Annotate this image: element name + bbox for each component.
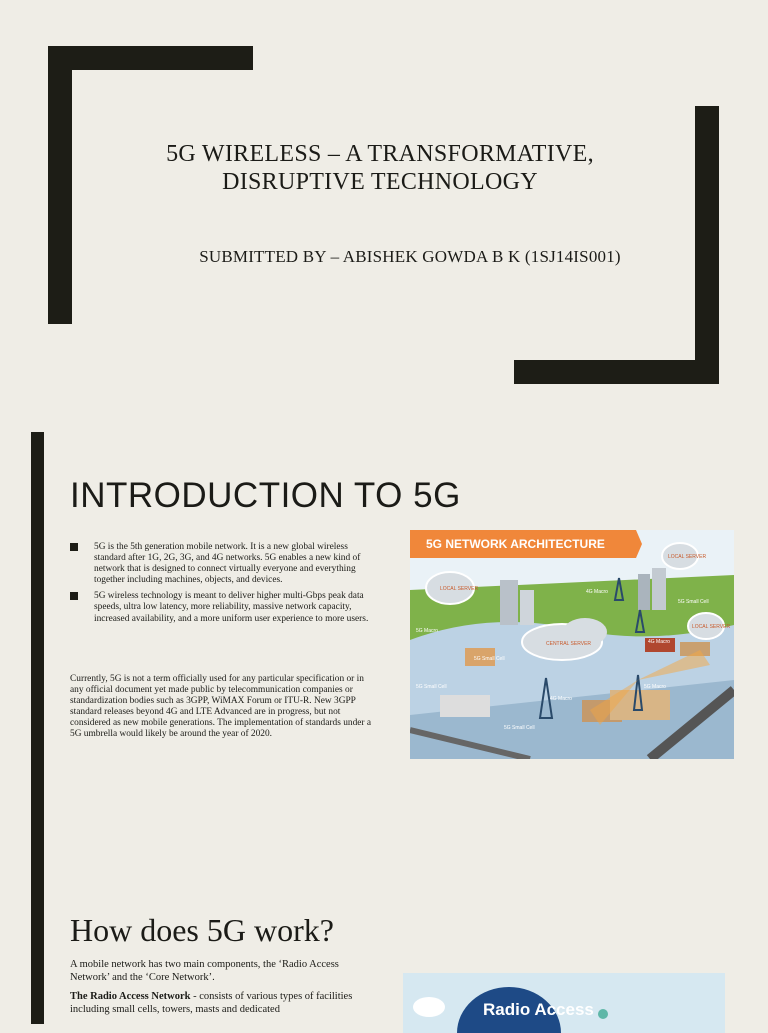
label-4g-macro-right: 4G Macro xyxy=(648,639,670,645)
bullet-item xyxy=(70,591,376,624)
bullet-list xyxy=(70,542,376,630)
bullet-text: 5G wireless technology is meant to deliver higher multi-Gbps peak data speeds, ultra low latency, more reliability, massive network capacity, increased availability, and a more uniform user experience to more users. xyxy=(94,591,369,624)
ran-description: - consists of various types of facilities including small cells, towers, masts and dedicated xyxy=(70,991,353,1015)
bullet-item xyxy=(70,542,376,586)
label-small-cell-mid: 5G Small Cell xyxy=(474,656,505,662)
frame-bar-top xyxy=(48,46,253,70)
frame-bar-bottom xyxy=(514,360,719,384)
title-line-2: DISRUPTIVE TECHNOLOGY xyxy=(222,169,538,195)
square-bullet-icon xyxy=(70,543,78,551)
diagram-title: 5G NETWORK ARCHITECTURE xyxy=(426,537,605,551)
ran-term: The Radio Access Network xyxy=(70,991,191,1002)
label-4g-macro-top: 4G Macro xyxy=(586,589,608,595)
label-local-server-right: LOCAL SERVER xyxy=(692,624,731,630)
intro-paragraph: Currently, 5G is not a term officially used for any particular specification or in any official document yet made public by telecommunication companies or standardization bodies such as 3GPP, WiMAX Forum or ITU-R. New 3GPP standard releases beyond 4G and LTE Advanced are in progress, but not considered as new mobile generations. The implementation of standards under a 5G umbrella would likely be around the year of 2020. xyxy=(70,674,372,740)
paragraph-ran xyxy=(70,990,376,1016)
network-architecture-diagram xyxy=(410,530,734,759)
submitted-by: SUBMITTED BY – ABISHEK GOWDA B K (1SJ14IS001) xyxy=(199,247,621,266)
node-icon xyxy=(598,1009,608,1019)
label-5g-macro-left: 5G Macro xyxy=(416,628,438,634)
how-it-works-text xyxy=(70,958,376,1016)
label-small-cell-left: 5G Small Cell xyxy=(416,684,447,690)
slide-heading: How does 5G work? xyxy=(70,912,334,948)
intro-slide xyxy=(0,432,768,866)
label-local-server-left: LOCAL SERVER xyxy=(440,586,479,592)
title-slide xyxy=(0,0,768,420)
cloud-icon xyxy=(413,997,445,1017)
label-4g-macro-center: 4G Macro xyxy=(550,696,572,702)
label-small-cell-top: 5G Small Cell xyxy=(678,599,709,605)
presentation-title xyxy=(120,140,640,196)
slide-heading: INTRODUCTION TO 5G xyxy=(70,476,461,515)
frame-bar-right xyxy=(695,106,719,384)
label-central-server: CENTRAL SERVER xyxy=(546,641,592,647)
label-local-server-top: LOCAL SERVER xyxy=(668,554,707,560)
label-5g-macro-right: 5G Macro xyxy=(644,684,666,690)
slide-accent-bar xyxy=(31,866,44,1024)
label-small-cell-bottom: 5G Small Cell xyxy=(504,725,535,731)
slide-accent-bar xyxy=(31,432,44,866)
radio-access-diagram xyxy=(403,973,725,1033)
paragraph-components: A mobile network has two main components, the ‘Radio Access Network’ and the ‘Core Network’. xyxy=(70,959,339,983)
title-line-1: 5G WIRELESS – A TRANSFORMATIVE, xyxy=(166,141,594,167)
bullet-text: 5G is the 5th generation mobile network. It is a new global wireless standard after 1G, 2G, 3G, and 4G networks. 5G enables a new kind of network that is designed to connect virtually everyone and everything together including machines, objects, and devices. xyxy=(94,542,361,586)
how-it-works-slide xyxy=(0,866,768,1024)
square-bullet-icon xyxy=(70,592,78,600)
frame-bar-left xyxy=(48,46,72,324)
radio-access-label: Radio Access xyxy=(483,1000,594,1019)
